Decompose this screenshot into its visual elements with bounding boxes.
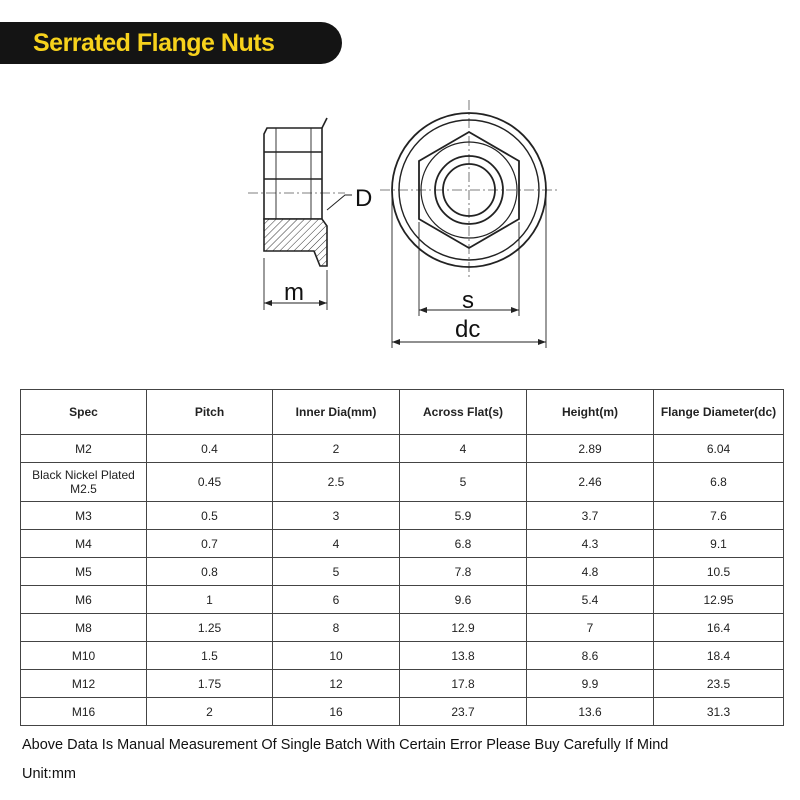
page-title: Serrated Flange Nuts [33, 28, 275, 57]
table-cell: 1.75 [147, 670, 273, 698]
disclaimer-note: Above Data Is Manual Measurement Of Single Batch With Certain Error Please Buy Carefully If Mind [22, 737, 669, 753]
table-cell: 4 [400, 435, 527, 463]
table-row [21, 670, 784, 698]
table-cell: 0.5 [147, 502, 273, 530]
table-row [21, 642, 784, 670]
spec-table [20, 389, 784, 726]
table-cell: M12 [21, 670, 147, 698]
table-row [21, 530, 784, 558]
table-cell: 6 [273, 586, 400, 614]
table-cell: M6 [21, 586, 147, 614]
table-cell: 23.7 [400, 698, 527, 726]
table-cell: 10 [273, 642, 400, 670]
table-cell: 12.9 [400, 614, 527, 642]
column-header: Height(m) [527, 390, 654, 435]
table-cell: 0.4 [147, 435, 273, 463]
table-cell: 2.89 [527, 435, 654, 463]
table-cell: 0.45 [147, 463, 273, 502]
table-cell: 1.25 [147, 614, 273, 642]
table-cell: 6.8 [400, 530, 527, 558]
table-cell: 3.7 [527, 502, 654, 530]
dimension-label-m: m [284, 279, 304, 306]
table-row [21, 558, 784, 586]
table-cell: 16 [273, 698, 400, 726]
table-cell: 0.7 [147, 530, 273, 558]
column-header: Pitch [147, 390, 273, 435]
table-cell: 31.3 [654, 698, 784, 726]
table-cell: 2.5 [273, 463, 400, 502]
title-banner [0, 22, 342, 64]
table-cell: 5 [273, 558, 400, 586]
table-cell: 7.8 [400, 558, 527, 586]
table-cell: 2 [147, 698, 273, 726]
dimension-label-dc: dc [455, 316, 481, 343]
table-cell: 6.04 [654, 435, 784, 463]
table-cell: 6.8 [654, 463, 784, 502]
table-cell: 4.3 [527, 530, 654, 558]
column-header: Across Flat(s) [400, 390, 527, 435]
table-cell: 1.5 [147, 642, 273, 670]
technical-drawing [0, 90, 800, 360]
table-cell: 18.4 [654, 642, 784, 670]
table-cell: 1 [147, 586, 273, 614]
table-row [21, 698, 784, 726]
table-row [21, 586, 784, 614]
table-cell: 2 [273, 435, 400, 463]
table-row [21, 435, 784, 463]
table-cell: 2.46 [527, 463, 654, 502]
table-cell: 7.6 [654, 502, 784, 530]
dimension-label-s: s [462, 287, 474, 314]
table-cell: 12 [273, 670, 400, 698]
table-cell: 9.1 [654, 530, 784, 558]
table-cell: 12.95 [654, 586, 784, 614]
table-row [21, 502, 784, 530]
table-cell: M16 [21, 698, 147, 726]
column-header: Spec [21, 390, 147, 435]
table-cell: 13.8 [400, 642, 527, 670]
table-row [21, 463, 784, 502]
table-cell: M10 [21, 642, 147, 670]
table-cell: M2 [21, 435, 147, 463]
table-cell: 13.6 [527, 698, 654, 726]
table-cell: M3 [21, 502, 147, 530]
table-cell: M5 [21, 558, 147, 586]
table-row [21, 614, 784, 642]
table-cell: 16.4 [654, 614, 784, 642]
table-cell: 5.4 [527, 586, 654, 614]
table-cell: 3 [273, 502, 400, 530]
table-cell: 5.9 [400, 502, 527, 530]
column-header: Flange Diameter(dc) [654, 390, 784, 435]
table-cell: 10.5 [654, 558, 784, 586]
table-cell: 9.9 [527, 670, 654, 698]
table-cell: 7 [527, 614, 654, 642]
unit-label: Unit:mm [22, 766, 76, 782]
table-cell: 9.6 [400, 586, 527, 614]
table-header-row [21, 390, 784, 435]
dimension-label-d: D [355, 185, 373, 212]
table-cell: 0.8 [147, 558, 273, 586]
table-cell: M4 [21, 530, 147, 558]
table-cell: 8 [273, 614, 400, 642]
table-cell: 23.5 [654, 670, 784, 698]
table-cell: 4 [273, 530, 400, 558]
table-cell: M8 [21, 614, 147, 642]
table-cell: Black Nickel Plated M2.5 [21, 463, 147, 502]
table-cell: 4.8 [527, 558, 654, 586]
column-header: Inner Dia(mm) [273, 390, 400, 435]
table-cell: 5 [400, 463, 527, 502]
table-cell: 8.6 [527, 642, 654, 670]
table-cell: 17.8 [400, 670, 527, 698]
